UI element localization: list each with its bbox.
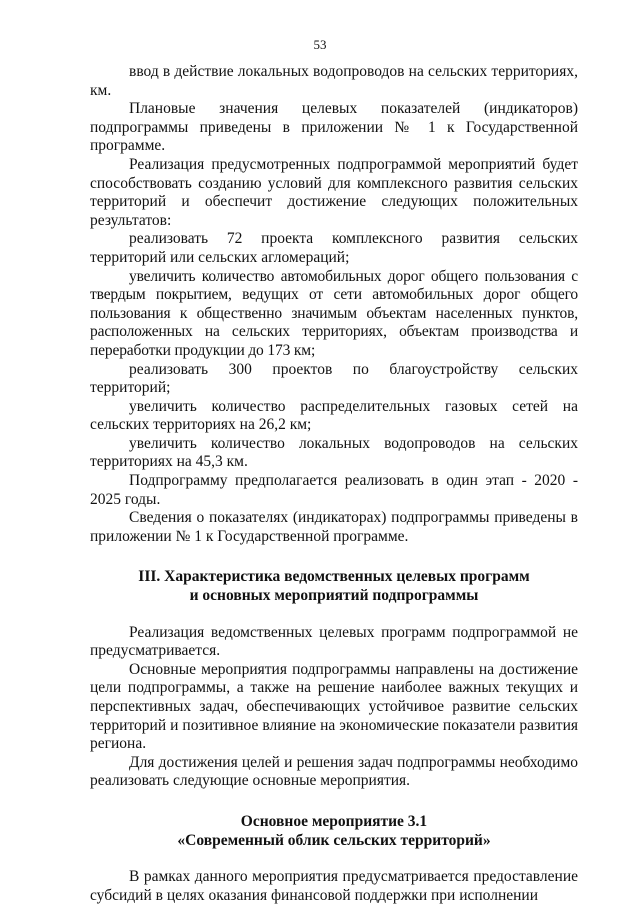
- paragraph: В рамках данного мероприятия предусматривается предоставление субсидий в целях оказания финансовой поддержки при исполнении: [90, 868, 578, 904]
- section-heading-line: III. Характеристика ведомственных целевых программ: [138, 568, 530, 586]
- page-number: 53: [313, 37, 327, 52]
- paragraph: увеличить количество автомобильных дорог общего пользования с твердым покрытием, ведущих от сети автомобильных дорог общего пользования к общественно значимым объектам населенных пунктов, расположенных на сельских территориях, объектам производства и переработки продукции до 173 км;: [90, 267, 578, 359]
- subsection-heading-line: Основное мероприятие 3.1: [240, 812, 428, 830]
- section-heading-line: и основных мероприятий подпрограммы: [189, 587, 479, 605]
- paragraph: увеличить количество локальных водопроводов на сельских территориях на 45,3 км.: [90, 434, 578, 471]
- paragraph: ввод в действие локальных водопроводов на сельских территориях, км.: [90, 63, 578, 99]
- paragraph: реализовать 300 проектов по благоустройству сельских территорий;: [90, 360, 578, 397]
- paragraph: реализовать 72 проекта комплексного развития сельских территорий или сельских агломераций;: [90, 230, 578, 266]
- paragraph: Основные мероприятия подпрограммы направлены на достижение цели подпрограммы, а также на решение наиболее важных текущих и перспективных задач, обеспечивающих устойчивое развитие сельских территорий и позитивное влияние на экономические показатели развития региона.: [90, 660, 578, 753]
- paragraph: Сведения о показателях (индикаторах) подпрограммы приведены в приложении № 1 к Государственной программе.: [90, 509, 578, 545]
- paragraph: увеличить количество распределительных газовых сетей на сельских территориях на 26,2 км;: [90, 397, 578, 434]
- paragraph: Подпрограмму предполагается реализовать в один этап - 2020 - 2025 годы.: [90, 472, 578, 508]
- subsection-heading-line: «Современный облик сельских территорий»: [177, 831, 491, 849]
- document-body: [90, 63, 578, 905]
- paragraph: Реализация предусмотренных подпрограммой мероприятий будет способствовать созданию условий для комплексного развития сельских территорий и обеспечит достижение следующих положительных результатов:: [90, 155, 578, 229]
- paragraph: Для достижения целей и решения задач подпрограммы необходимо реализовать следующие основные мероприятия.: [90, 753, 578, 790]
- paragraph: Реализация ведомственных целевых программ подпрограммой не предусматривается.: [90, 623, 578, 660]
- paragraph: Плановые значения целевых показателей (индикаторов) подпрограммы приведены в приложении № 1 к Государственной программе.: [90, 100, 578, 155]
